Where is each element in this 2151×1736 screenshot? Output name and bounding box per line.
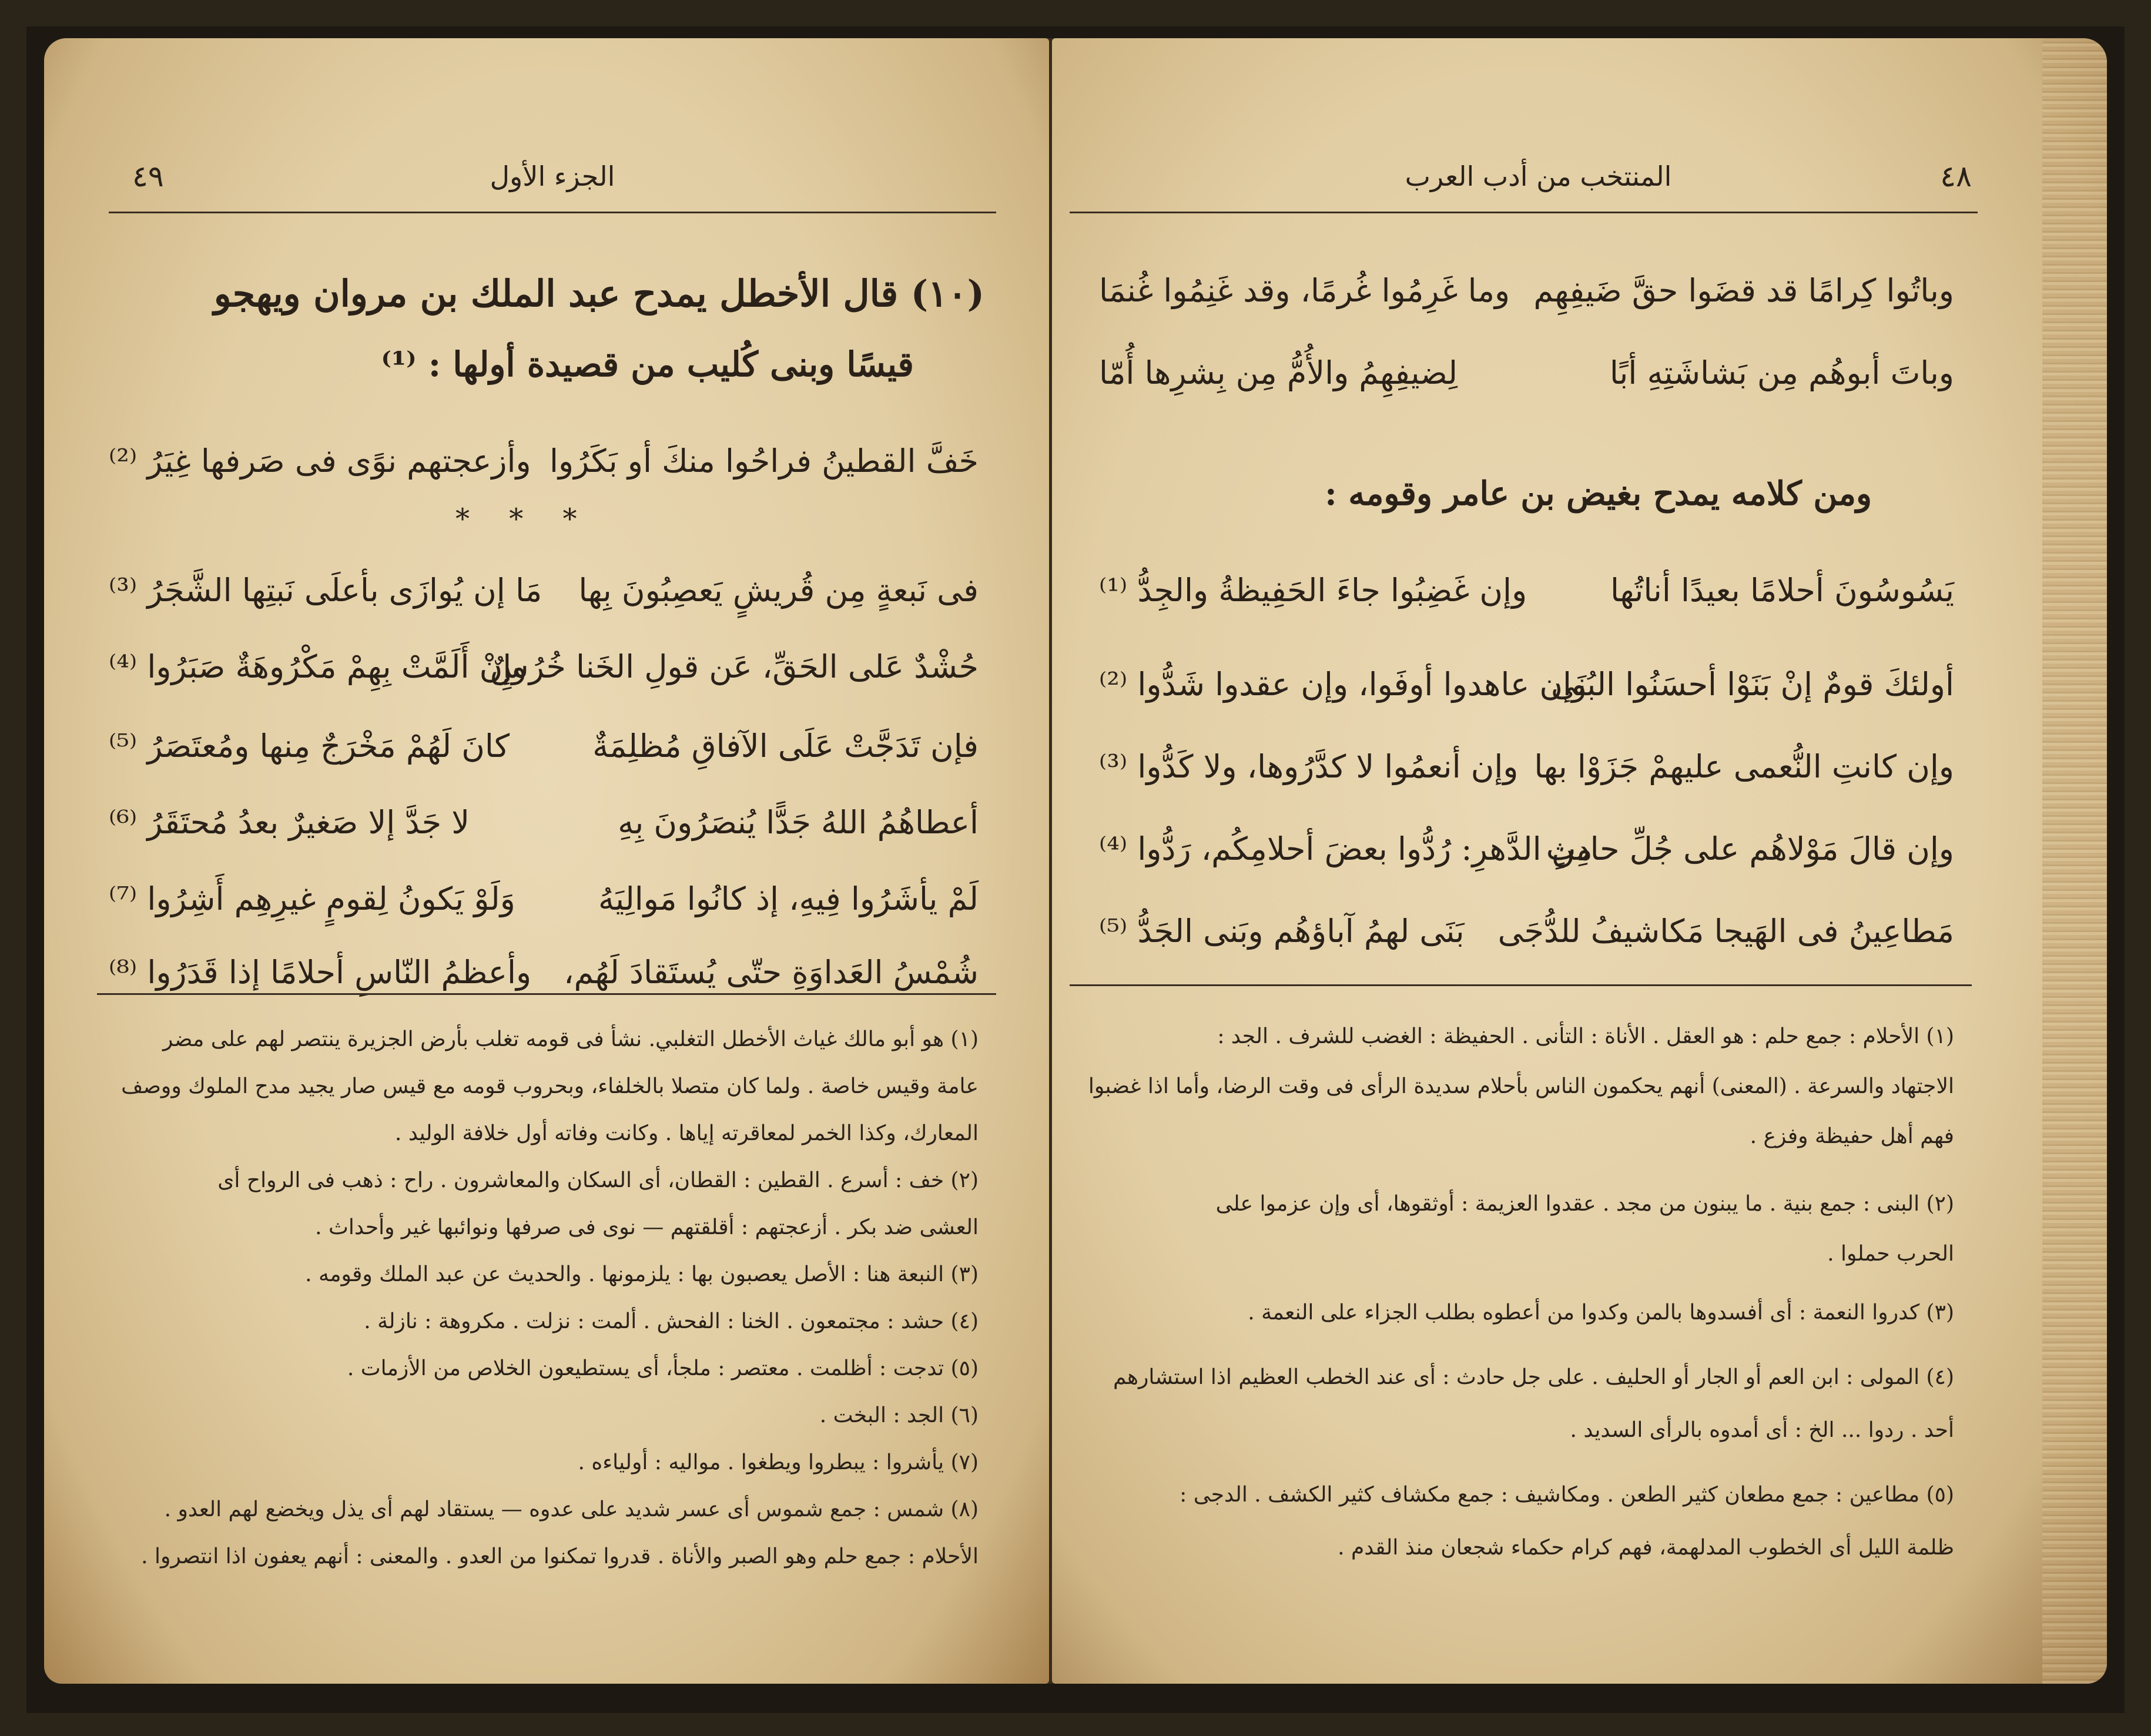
verse-first-hemistich: حُشْدٌ عَلى الحَقِّ، عَن قولِ الخَنا خُرُسٌ [490,648,979,685]
verse-second-hemistich: لا جَدَّ إلا صَغيرٌ بعدُ مُحتَقَرُ ⁽⁶⁾ [109,804,470,841]
running-head-title: الجزء الأول [490,160,615,192]
verse-second-hemistich: وأزعجتهم نوًى فى صَرفها غِيَرُ ⁽²⁾ [109,443,531,480]
footnote-line: فهم أهل حفيظة وفزع . [1750,1124,1954,1148]
footnote-line: (٤) المولى : ابن العم أو الجار أو الحليف . على جل حادث : أى عند الخطب العظيم اذا استشارهم [1113,1365,1954,1389]
footnote-rule [97,993,996,995]
left-page [44,38,1049,1684]
footnote-line: الحرب حملوا . [1827,1242,1954,1266]
verse-second-hemistich: وإن عاهدوا أوفَوا، وإن عقدوا شَدُّوا ⁽²⁾ [1099,666,1587,703]
verse-row [1099,890,1954,973]
verse-second-hemistich: بَنَى لهمُ آباؤهُم وبَنى الجَدُّ ⁽⁵⁾ [1099,913,1465,950]
verse-first-hemistich: أولئكَ قومٌ إنْ بَنَوْا أحسَنُوا البُنَى [1551,666,1954,703]
verse-second-hemistich: مَا إن يُوازَى بأعلَى نَبتِها الشَّجَرُ ⁽³⁾ [109,572,542,609]
footnote-line: (١) الأحلام : جمع حلم : هو العقل . الأناة : التأنى . الحفيظة : الغضب للشرف . الجد : [1217,1024,1954,1048]
header-rule [1070,212,1978,213]
verse-row [1099,250,1954,332]
verse-first-hemistich: وباتُوا كِرامًا قد قضَوا حقَّ ضَيفِهِم [1533,272,1954,309]
footnote-line: العشى ضد بكر . أزعجتهم : أقلقتهم — نوى فى صرفها ونوائبها غير وأحداث . [315,1215,979,1239]
footnote-rule [1070,984,1972,986]
footnote-line: (٧) يأشروا : يبطروا ويطغوا . مواليه : أولياءه . [578,1450,979,1474]
running-head [1105,150,1972,203]
verse-row [1099,726,1954,808]
verse-row [109,931,979,1014]
poem-heading-line1: (١٠) قال الأخطل يمدح عبد الملك بن مروان ويهجو [213,272,984,315]
verse-first-hemistich: فى نَبعةٍ مِن قُريشٍ يَعصِبُونَ بِها [578,572,979,609]
verse-row [109,858,979,940]
footnote-line: (٣) كدروا النعمة : أى أفسدوها بالمن وكدوا من أعطوه بطلب الجزاء على النعمة . [1248,1301,1954,1325]
verse-second-hemistich: وإن غَضِبُوا جاءَ الحَفِيظةُ والجِدُّ ⁽¹⁾ [1099,572,1527,609]
verse-row [109,549,979,632]
verse-second-hemistich: وإِنْ أَلَمَّتْ بِهِمْ مَكْرُوهَةٌ صَبَرُوا ⁽⁴⁾ [109,648,527,685]
page-number: ٤٩ [132,159,164,193]
footnote-line: (١) هو أبو مالك غياث الأخطل التغلبي. نشأ فى قومه تغلب بأرض الجزيرة ينتصر لهم على مضر [162,1027,979,1051]
verse-second-hemistich: كانَ لَهُمْ مَخْرَجٌ مِنها ومُعتَصَرُ ⁽⁵⁾ [109,728,510,765]
verse-first-hemistich: وإن قالَ مَوْلاهُم على جُلِّ حادِثٍ [1546,830,1954,867]
verse-first-hemistich: لَمْ يأشَرُوا فِيهِ، إذ كانُوا مَوالِيَهُ [598,880,979,917]
footnote-line: أحد . ردوا ... الخ : أى أمدوه بالرأى السديد . [1570,1418,1954,1442]
footnote-line: (٢) خف : أسرع . القطين : القطان، أى السكان والمعاشرون . راح : ذهب فى الرواح أى [217,1168,979,1192]
verse-first-hemistich: فإن تَدَجَّتْ عَلَى الآفاقِ مُظلِمَةٌ [592,728,979,765]
verse-second-hemistich: وما غَرِمُوا غُرمًا، وقد غَنِمُوا غُنمَا [1099,272,1510,309]
footnote-line: الاجتهاد والسرعة . (المعنى) أنهم يحكمون الناس بأحلام سديدة الرأى فى وقت الرضا، وأما اذا غضبوا [1088,1074,1954,1098]
running-head [132,150,973,203]
verse-separator: * * * [455,502,592,535]
header-rule [109,212,996,213]
footnote-line: عامة وقيس خاصة . ولما كان متصلا بالخلفاء، وبحروب قومه مع قيس صار يجيد مدح الملوك ووصف [121,1074,979,1098]
verse-row [1099,808,1954,890]
opening-verse [109,420,979,502]
verse-row [1099,644,1954,726]
footnote-line: (٣) النبعة هنا : الأصل يعصبون بها : يلزمونها . والحديث عن عبد الملك وقومه . [305,1262,979,1286]
footnote-line: الأحلام : جمع حلم وهو الصبر والأناة . قدروا تمكنوا من العدو . والمعنى : أنهم يعفون اذا انتصروا . [141,1544,979,1569]
open-book [26,26,2125,1713]
verse-second-hemistich: وأعظمُ النّاسِ أحلامًا إذا قَدَرُوا ⁽⁸⁾ [109,954,532,991]
section-heading: ومن كلامه يمدح بغيض بن عامر وقومه : [1325,474,1872,513]
verse-second-hemistich: وإن أنعمُوا لا كدَّرُوها، ولا كَدُّوا ⁽³⁾ [1099,748,1519,785]
page-number: ٤٨ [1940,159,1972,193]
verse-first-hemistich: يَسُوسُونَ أحلامًا بعيدًا أناتُها [1610,572,1954,609]
footnote-line: (٥) مطاعين : جمع مطعان كثير الطعن . ومكاشيف : جمع مكشاف كثير الكشف . الدجى : [1180,1483,1954,1507]
right-page [1052,38,2107,1684]
footnote-line: (٥) تدجت : أظلمت . معتصر : ملجأ، أى يستطيعون الخلاص من الأزمات . [347,1356,979,1380]
page-edge-wear [2042,38,2107,1684]
verse-row [109,705,979,787]
verse-first-hemistich: وإن كانتِ النُّعمى عليهمْ جَزَوْا بها [1534,748,1954,785]
verse-second-hemistich: من الدَّهرِ: رُدُّوا بعضَ أحلامِكُم، رَدُّوا ⁽⁴⁾ [1099,830,1593,867]
verse-row [1099,332,1954,414]
verse-row [109,782,979,864]
footnote-line: (٦) الجد : البخت . [819,1403,979,1427]
footnote-line: المعارك، وكذا الخمر لمعاقرته إياها . وكانت وفاته أول خلافة الوليد . [394,1121,979,1145]
running-head-title: المنتخب من أدب العرب [1405,160,1672,192]
verse-row [109,626,979,708]
footnote-line: (٤) حشد : مجتمعون . الخنا : الفحش . ألمت : نزلت . مكروهة : نازلة . [364,1309,979,1333]
footnote-line: ظلمة الليل أى الخطوب المدلهمة، فهم كرام حكماء شجعان منذ القدم . [1338,1536,1954,1560]
verse-second-hemistich: لِضيفِهِمُ والأُمُّ مِن بِشرِها أُمّا [1099,354,1458,391]
footnote-line: (٢) البنى : جمع بنية . ما يبنون من مجد . عقدوا العزيمة : أوثقوها، أى وإن عزموا على [1215,1192,1954,1216]
verse-second-hemistich: وَلَوْ يَكونُ لِقومٍ غيرِهِم أَشِرُوا ⁽⁷⁾ [109,880,515,917]
poem-heading-line2: قيسًا وبنى كُليب من قصيدة أولها : ⁽¹⁾ [381,344,914,384]
verse-first-hemistich: أعطاهُمُ اللهُ جَدًّا يُنصَرُونَ بِهِ [618,804,979,841]
verse-first-hemistich: مَطاعِينُ فى الهَيجا مَكاشيفُ للدُّجَى [1497,913,1954,950]
verse-first-hemistich: خَفَّ القطينُ فراحُوا منكَ أو بَكَرُوا [549,443,979,480]
verse-row [1099,549,1954,632]
verse-first-hemistich: وباتَ أبوهُم مِن بَشاشَتِهِ أبًا [1609,354,1954,391]
verse-first-hemistich: شُمْسُ العَداوَةِ حتّى يُستَقادَ لَهُم، [564,954,979,991]
footnote-line: (٨) شمس : جمع شموس أى عسر شديد على عدوه — يستقاد لهم أى يذل ويخضع لهم العدو . [164,1497,979,1521]
